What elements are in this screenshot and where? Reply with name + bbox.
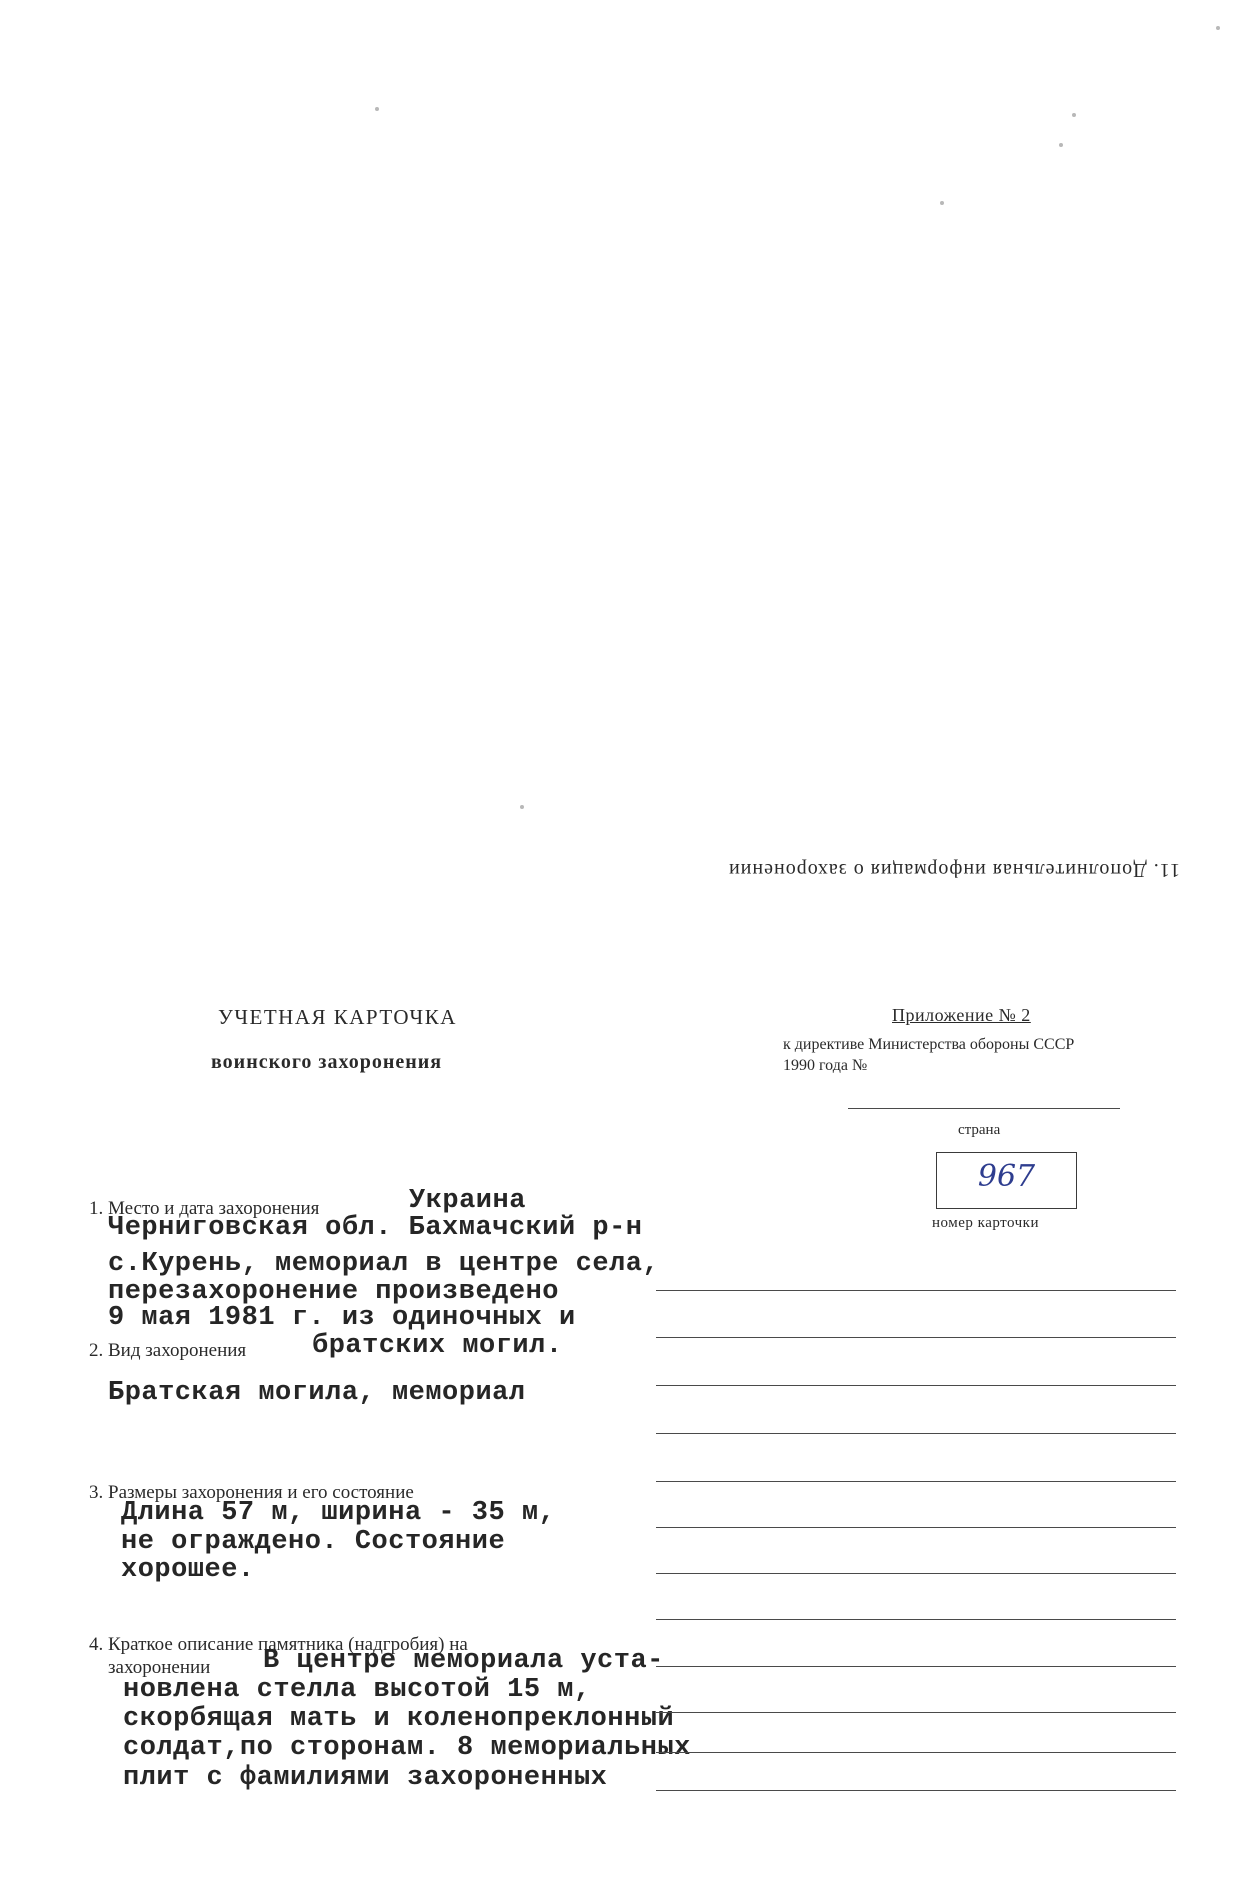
item-4-label-line-2: захоронении <box>108 1657 211 1678</box>
scan-speck <box>1072 113 1076 117</box>
ruled-line <box>656 1752 1176 1753</box>
ruled-line <box>656 1573 1176 1574</box>
appendix-label: Приложение № 2 <box>892 1005 1031 1025</box>
item-1-label: 1. Место и дата захоронения <box>89 1198 320 1219</box>
item-4-value-line: В центре мемориала уста- <box>263 1646 664 1676</box>
ruled-line <box>656 1619 1176 1620</box>
item-4-value-line: плит с фамилиями захороненных <box>123 1763 608 1793</box>
card-title: УЧЕТНАЯ КАРТОЧКА <box>218 1005 457 1029</box>
item-3-label: 3. Размеры захоронения и его состояние <box>89 1482 414 1503</box>
item-4-value-line: скорбящая мать и коленопреклонный <box>123 1704 675 1734</box>
scan-speck <box>1216 26 1220 30</box>
country-label: страна <box>958 1122 1001 1138</box>
item-3-value-line: не ограждено. Состояние <box>121 1527 506 1557</box>
scan-speck <box>520 805 524 809</box>
item-1-value-line: Черниговская обл. Бахмачский р-н <box>108 1213 643 1243</box>
item-2-label: 2. Вид захоронения <box>89 1340 247 1361</box>
reverse-side-item-11: 11. Дополнительная информация о захоронении <box>728 859 1180 881</box>
card-number: 967 <box>977 1159 1036 1194</box>
item-2-value-line: Братская могила, мемориал <box>108 1378 526 1408</box>
ruled-line <box>656 1481 1176 1482</box>
item-2-value-line: братских могил. <box>312 1331 563 1361</box>
card-number-label: номер карточки <box>932 1215 1039 1231</box>
ruled-line <box>656 1666 1176 1667</box>
item-4-label-line-1: 4. Краткое описание памятника (надгробия) на <box>89 1634 468 1655</box>
item-1-value-line: перезахоронение произведено <box>108 1277 559 1307</box>
item-3-value-line: Длина 57 м, ширина - 35 м, <box>121 1498 556 1528</box>
ruled-line <box>656 1385 1176 1386</box>
ruled-line <box>656 1337 1176 1338</box>
card-number-box <box>936 1152 1077 1209</box>
ruled-line <box>656 1712 1176 1713</box>
ruled-line <box>656 1527 1176 1528</box>
ruled-line <box>656 1290 1176 1291</box>
country-line <box>848 1108 1120 1109</box>
item-4-value-line: новлена стелла высотой 15 м, <box>123 1675 591 1705</box>
item-1-value-line: Украина <box>409 1186 526 1216</box>
ruled-line <box>656 1433 1176 1434</box>
ruled-line <box>656 1790 1176 1791</box>
scan-speck <box>1059 143 1063 147</box>
directive-line-1: к директиве Министерства обороны СССР <box>783 1036 1075 1053</box>
scan-speck <box>940 201 944 205</box>
card-subtitle: воинского захоронения <box>211 1051 443 1073</box>
item-1-value-line: 9 мая 1981 г. из одиночных и <box>108 1303 576 1333</box>
item-1-value-line: с.Курень, мемориал в центре села, <box>108 1249 660 1279</box>
directive-line-2: 1990 года № <box>783 1057 868 1074</box>
item-4-value-line: солдат,по сторонам. 8 мемориальных <box>123 1733 691 1763</box>
item-3-value-line: хорошее. <box>121 1555 255 1585</box>
scan-speck <box>375 107 379 111</box>
